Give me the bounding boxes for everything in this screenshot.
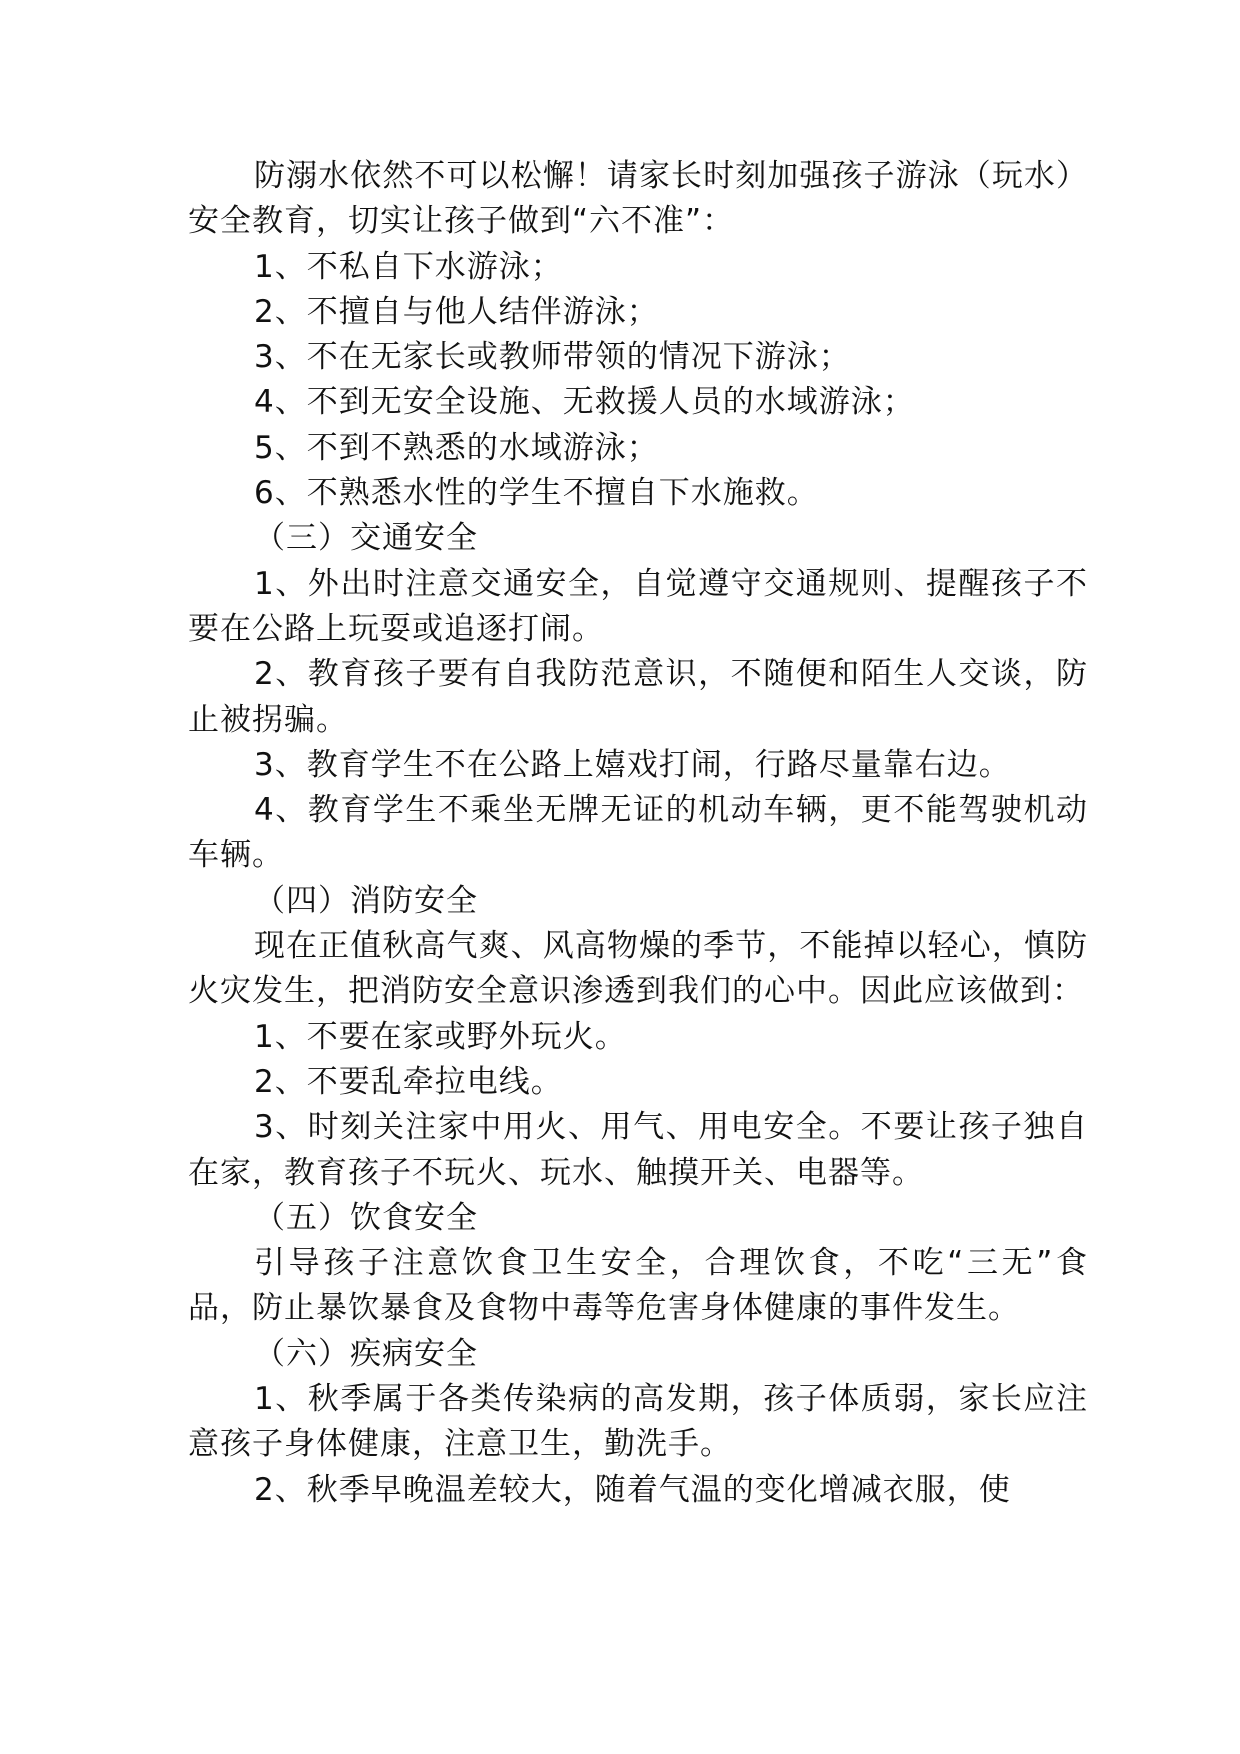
section-heading-traffic: （三）交通安全	[254, 520, 478, 557]
section-heading-fire: （四）消防安全	[254, 882, 478, 919]
swim-rule-1: 1、不私自下水游泳；	[254, 248, 563, 285]
traffic-item-2: 2、教育孩子要有自我防范意识，不随便和陌生人交谈，防止被拐骗。	[188, 656, 1088, 738]
section-heading-disease: （六）疾病安全	[254, 1335, 478, 1372]
swim-rule-3: 3、不在无家长或教师带领的情况下游泳；	[254, 339, 851, 376]
traffic-item-4: 4、教育学生不乘坐无牌无证的机动车辆，更不能驾驶机动车辆。	[188, 792, 1088, 874]
traffic-item-1: 1、外出时注意交通安全，自觉遵守交通规则、提醒孩子不要在公路上玩耍或追逐打闹。	[188, 565, 1088, 647]
fire-item-2: 2、不要乱牵拉电线。	[254, 1063, 563, 1100]
intro-paragraph: 防溺水依然不可以松懈！请家长时刻加强孩子游泳（玩水）安全教育，切实让孩子做到“六不准”：	[188, 158, 1088, 240]
food-paragraph: 引导孩子注意饮食卫生安全，合理饮食，不吃“三无”食品，防止暴饮暴食及食物中毒等危害身体健康的事件发生。	[188, 1245, 1088, 1327]
disease-item-1: 1、秋季属于各类传染病的高发期，孩子体质弱，家长应注意孩子身体健康，注意卫生，勤洗手。	[188, 1381, 1088, 1463]
section-heading-food: （五）饮食安全	[254, 1199, 478, 1236]
swim-rule-2: 2、不擅自与他人结伴游泳；	[254, 293, 659, 330]
disease-item-2: 2、秋季早晚温差较大，随着气温的变化增减衣服，使	[254, 1471, 1011, 1508]
fire-item-1: 1、不要在家或野外玩火。	[254, 1018, 627, 1055]
fire-item-3: 3、时刻关注家中用火、用气、用电安全。不要让孩子独自在家，教育孩子不玩火、玩水、触摸开关、电器等。	[188, 1109, 1088, 1191]
document-body	[188, 154, 1088, 1513]
fire-intro: 现在正值秋高气爽、风高物燥的季节，不能掉以轻心，慎防火灾发生，把消防安全意识渗透到我们的心中。因此应该做到：	[188, 928, 1088, 1010]
swim-rule-5: 5、不到不熟悉的水域游泳；	[254, 429, 659, 466]
swim-rule-6: 6、不熟悉水性的学生不擅自下水施救。	[254, 475, 819, 512]
traffic-item-3: 3、教育学生不在公路上嬉戏打闹，行路尽量靠右边。	[254, 746, 1011, 783]
swim-rule-4: 4、不到无安全设施、无救援人员的水域游泳；	[254, 384, 915, 421]
